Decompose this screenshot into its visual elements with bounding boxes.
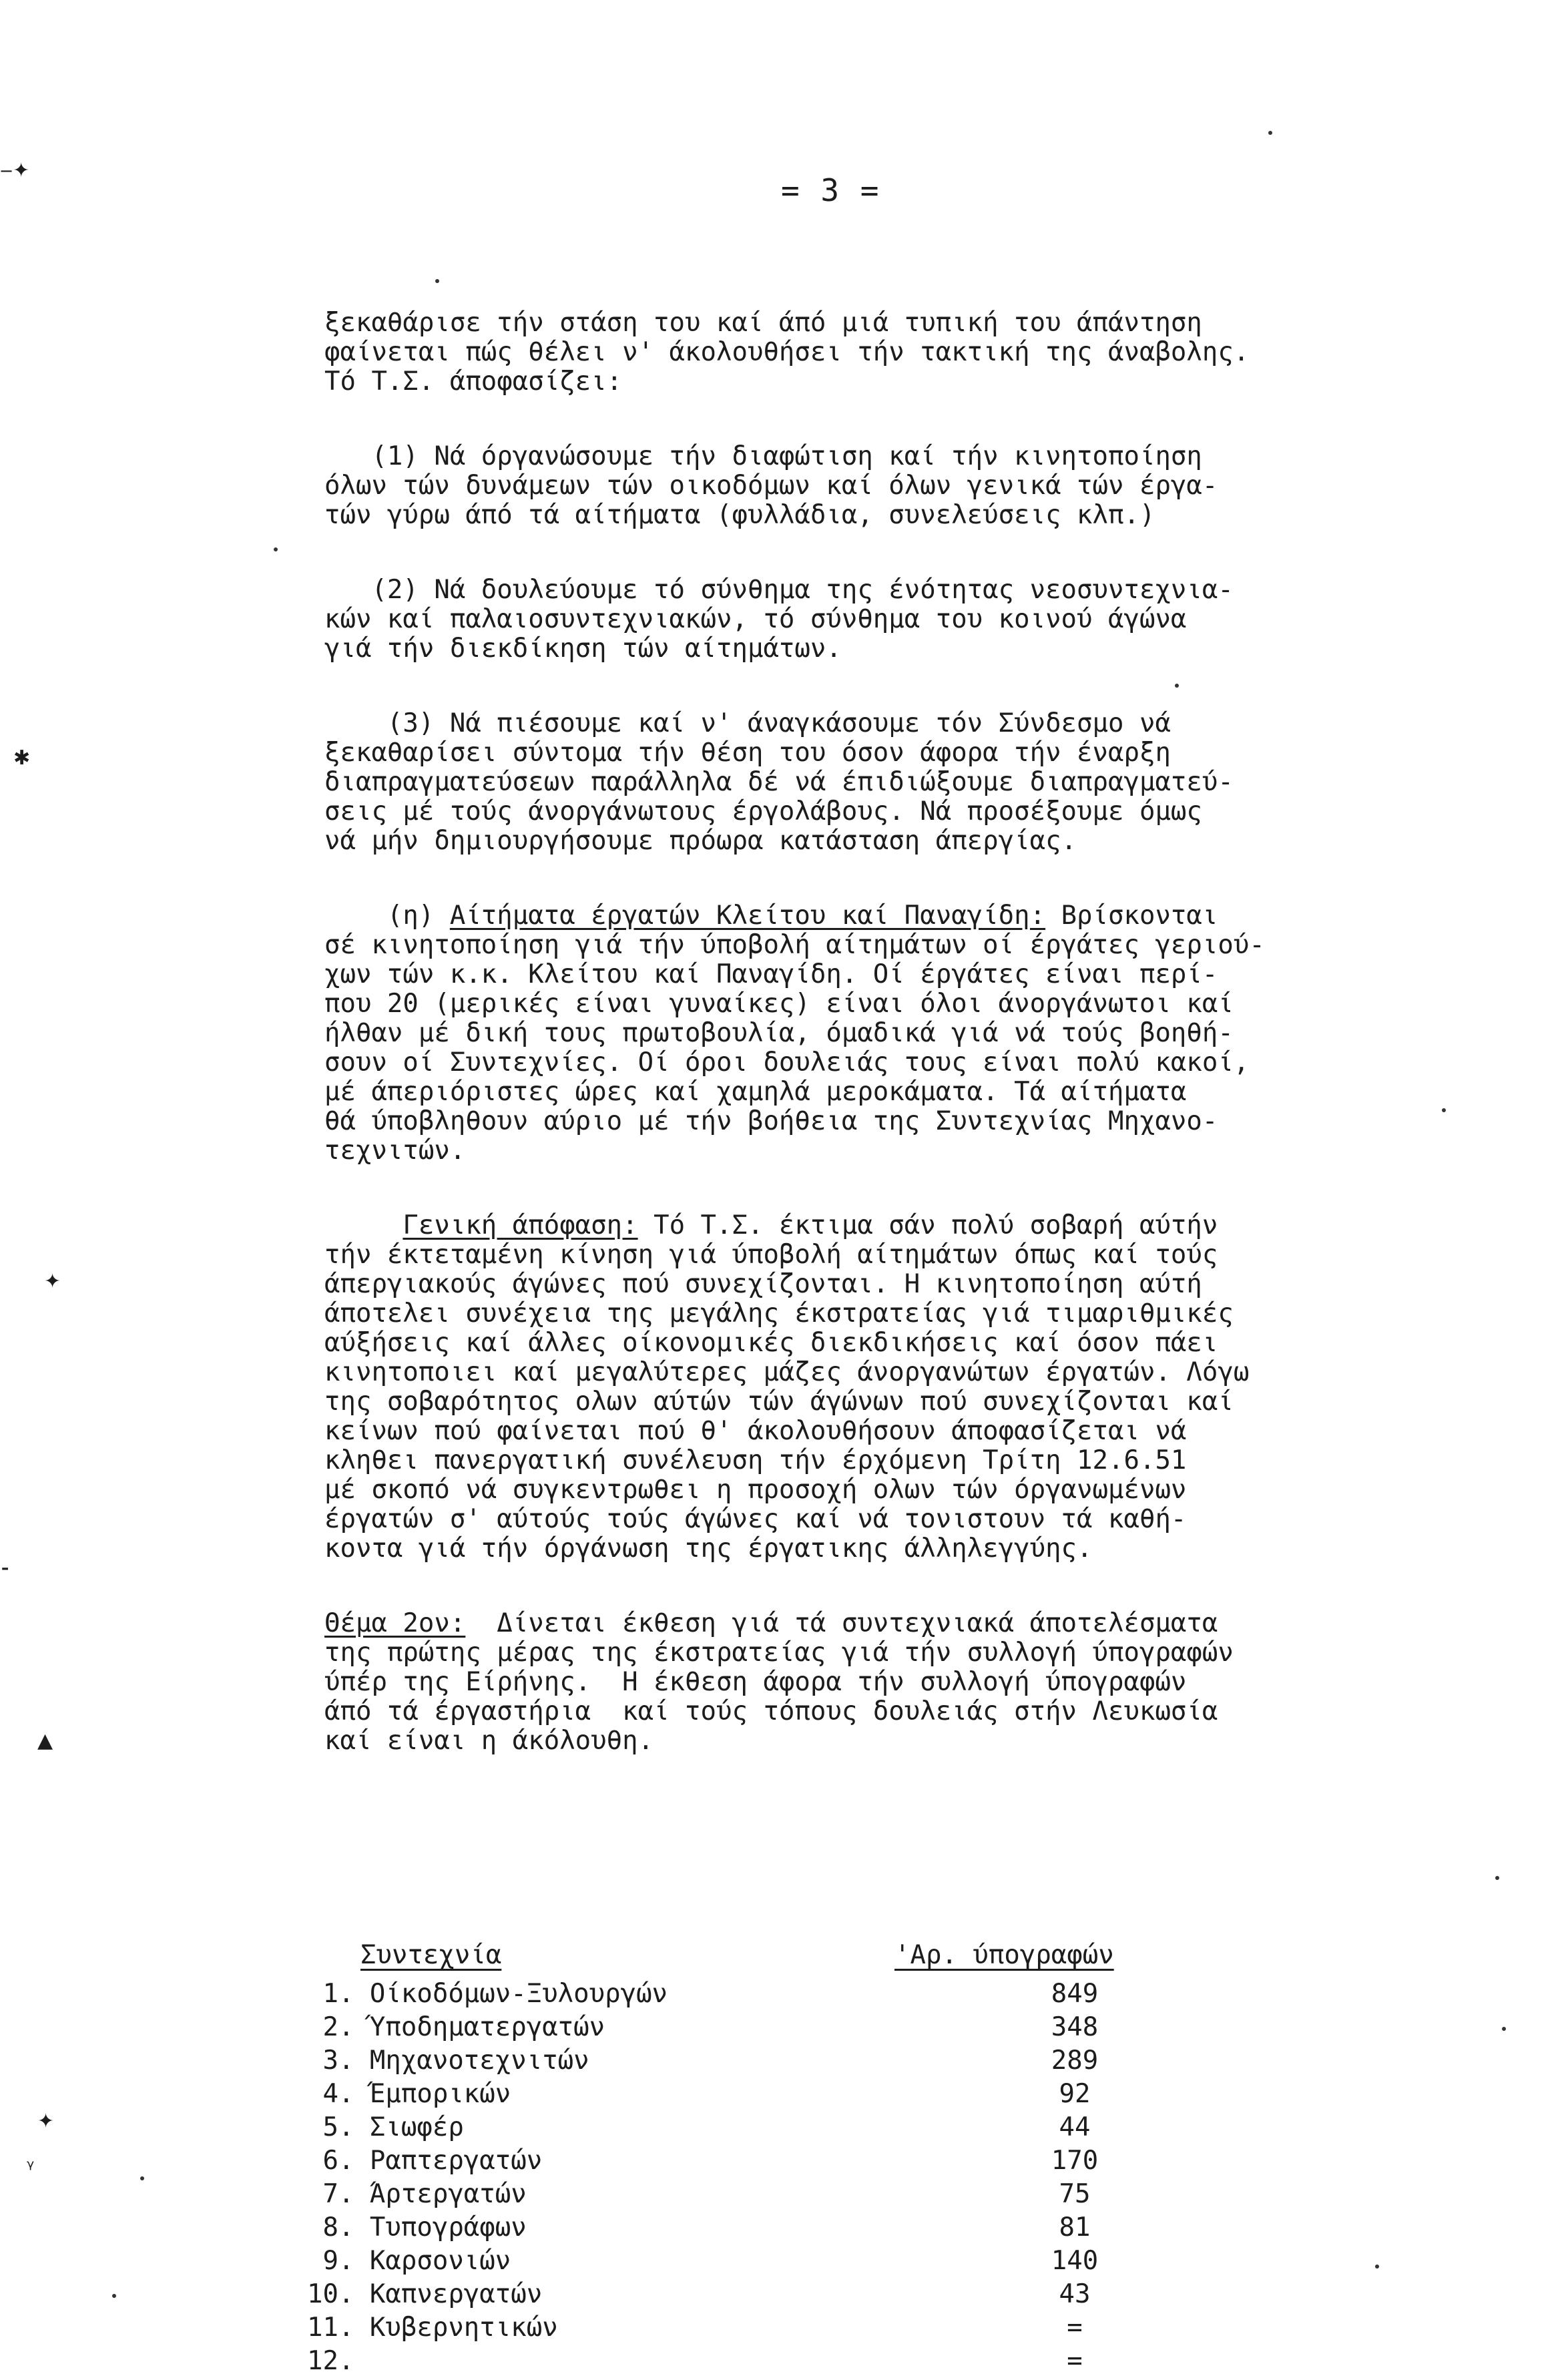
union-name: 11. Κυβερνητικών <box>307 2313 558 2343</box>
signature-count: 44 <box>1059 2112 1091 2142</box>
table-row <box>307 2079 1242 2108</box>
section-first-line: Γενική άπόφαση: Τό Τ.Σ. έκτιμα σάν πολύ σοβαρή αύτήν <box>403 1210 1218 1240</box>
section-first-line: (η) Αίτήματα έργατών Κλείτου καί Παναγίδη: Βρίσκονται <box>324 901 1218 931</box>
section-line: κείνων πού φαίνεται πού θ' άκολουθήσουν άποφασίζεται νά <box>324 1416 1187 1446</box>
intro-paragraph <box>324 308 1559 397</box>
union-name: 7. Άρτεργατών <box>307 2179 527 2209</box>
margin-mark: ᵞ <box>27 2156 35 2180</box>
speck <box>1442 1108 1446 1112</box>
margin-mark: ✱ <box>13 746 31 770</box>
item-line: όλων τών δυνάμεων τών οικοδόμων καί όλων γενικά τών έργα- <box>324 471 1218 501</box>
general-decision-section <box>324 1211 1559 1564</box>
section-line: μέ σκοπό νά συγκεντρωθει η προσοχή ολων τών όργανωμένων <box>324 1475 1187 1505</box>
item-line: τών γύρω άπό τά αίτήματα (φυλλάδια, συνελεύσεις κλπ.) <box>324 500 1155 530</box>
union-name: 9. Καρσονιών <box>307 2246 511 2276</box>
speck <box>1175 684 1179 688</box>
section-line: καί είναι η άκόλουθη. <box>324 1726 654 1756</box>
signature-count: = <box>1067 2346 1083 2376</box>
section-line: θά ύποβληθουν αύριο μέ τήν βοήθεια της Συντεχνίας Μηχανο- <box>324 1106 1218 1136</box>
table-row <box>307 2012 1242 2042</box>
column-header-signatures: 'Αρ. ύπογραφών <box>894 1940 1114 1970</box>
section-line: που 20 (μερικές είναι γυναίκες) είναι όλοι άνοργάνωτοι καί <box>324 989 1234 1019</box>
section-line: κινητοποιει καί μεγαλύτερες μάζες άνοργανώτων έργατών. Λόγω <box>324 1357 1250 1387</box>
margin-mark: ✦ <box>44 1270 61 1293</box>
signature-count: 92 <box>1059 2079 1091 2109</box>
signature-count: 348 <box>1051 2012 1099 2042</box>
speck <box>1502 2027 1506 2031</box>
section-line: κληθει πανεργατική συνέλευση τήν έρχόμενη Τρίτη 12.6.51 <box>324 1445 1187 1475</box>
decision-item-2 <box>324 575 1559 664</box>
section-first-line: Θέμα 2ον: Δίνεται έκθεση γιά τά συντεχνιακά άποτελέσματα <box>324 1608 1218 1638</box>
table-row <box>307 2046 1242 2075</box>
table-row <box>307 2313 1242 2342</box>
section-line: κοντα γιά τήν όργάνωση της έργατικης άλληλεγγύης. <box>324 1533 1093 1564</box>
workers-demands-section <box>324 901 1559 1166</box>
signature-count: = <box>1067 2313 1083 2343</box>
intro-line: Τό Τ.Σ. άποφασίζει: <box>324 367 623 397</box>
section-line: τήν έκτεταμένη κίνηση γιά ύποβολή αίτημάτων όπως καί τούς <box>324 1240 1218 1270</box>
signature-count: 140 <box>1051 2246 1099 2276</box>
union-name: 2. Ύποδηματεργατών <box>307 2012 605 2042</box>
section-line: σουν οί Συντεχνίες. Οί όροι δουλειάς τους είναι πολύ κακοί, <box>324 1047 1250 1078</box>
section-line: ύπέρ της Είρήνης. Η έκθεση άφορα τήν συλλογή ύπογραφών <box>324 1667 1187 1697</box>
union-name: 5. Σιωφέρ <box>307 2112 464 2142</box>
signature-count: 81 <box>1059 2212 1091 2242</box>
table-row <box>307 2146 1242 2175</box>
decision-item-1 <box>324 442 1559 530</box>
column-header-union: Συντεχνία <box>360 1940 502 1970</box>
table-row <box>307 2112 1242 2142</box>
item-line: ξεκαθαρίσει σύντομα τήν θέση του όσον άφορα τήν έναρξη <box>324 738 1171 768</box>
union-name: 1. Οίκοδόμων-Ξυλουργών <box>307 1979 668 2009</box>
section-line: της πρώτης μέρας της έκστρατείας γιά τήν συλλογή ύπογραφών <box>324 1638 1234 1668</box>
table-row <box>307 2212 1242 2242</box>
speck <box>274 547 278 551</box>
speck <box>435 279 439 283</box>
table-row <box>307 1979 1242 2008</box>
item-line: κών καί παλαιοσυντεχνιακών, τό σύνθημα του κοινού άγώνα <box>324 604 1187 634</box>
signature-count: 849 <box>1051 1979 1099 2009</box>
section-line: σέ κινητοποίηση γιά τήν ύποβολή αίτημάτων οί έργάτες γεριού- <box>324 930 1265 960</box>
item-line: νά μήν δημιουργήσουμε πρόωρα κατάσταση άπεργίας. <box>324 826 1077 856</box>
union-name: 10. Καπνεργατών <box>307 2279 543 2309</box>
section-heading: Θέμα 2ον: <box>324 1608 466 1638</box>
signature-count: 170 <box>1051 2146 1099 2176</box>
section-line: χων τών κ.κ. Κλείτου καί Παναγίδη. Οί έργάτες είναι περί- <box>324 959 1218 989</box>
speck <box>1268 131 1272 135</box>
union-name: 6. Ραπτεργατών <box>307 2146 543 2176</box>
table-row <box>307 2279 1242 2309</box>
item-line: (1) Νά όργανώσουμε τήν διαφώτιση καί τήν κινητοποίηση <box>324 441 1202 471</box>
intro-line: φαίνεται πώς θέλει ν' άκολουθήσει τήν τακτική της άναβολης. <box>324 337 1250 367</box>
union-name: 4. Έμπορικών <box>307 2079 511 2109</box>
section-line: άποτελει συνέχεια της μεγάλης έκστρατείας γιά τιμαριθμικές <box>324 1298 1234 1329</box>
union-name: 8. Τυπογράφων <box>307 2212 527 2242</box>
speck <box>140 2176 144 2180</box>
document-body <box>324 308 1559 1756</box>
topic-2-section <box>324 1609 1559 1756</box>
item-line: γιά τήν διεκδίκηση τών αίτημάτων. <box>324 634 842 664</box>
item-line: (3) Νά πιέσουμε καί ν' άναγκάσουμε τόν Σύνδεσμο νά <box>324 708 1171 738</box>
margin-mark: ‒✦ <box>0 159 30 182</box>
section-line: έργατών σ' αύτούς τούς άγώνες καί νά τονιστουν τά καθή- <box>324 1504 1187 1534</box>
section-line: αύξήσεις καί άλλες οίκονομικές διεκδικήσεις καί όσον πάει <box>324 1328 1218 1358</box>
section-heading: Γενική άπόφαση: <box>403 1210 638 1240</box>
section-line: μέ άπεριόριστες ώρες καί χαμηλά μεροκάματα. Τά αίτήματα <box>324 1077 1187 1107</box>
item-line: (2) Νά δουλεύουμε τό σύνθημα της ένότητας νεοσυντεχνια- <box>324 575 1234 605</box>
union-name: 3. Μηχανοτεχνιτών <box>307 2046 589 2076</box>
item-line: σεις μέ τούς άνοργάνωτους έργολάβους. Νά προσέξουμε όμως <box>324 796 1202 826</box>
speck <box>112 2294 116 2298</box>
section-line: άπό τά έργαστήρια καί τούς τόπους δουλειάς στήν Λευκωσία <box>324 1696 1218 1726</box>
section-line: τεχνιτών. <box>324 1136 466 1166</box>
union-name: 12. <box>307 2346 370 2376</box>
signature-count: 43 <box>1059 2279 1091 2309</box>
item-line: διαπραγματεύσεων παράλληλα δέ νά έπιδιώξουμε διαπραγματεύ- <box>324 767 1234 797</box>
section-line: άπεργιακούς άγώνες πού συνεχίζονται. Η κινητοποίηση αύτή <box>324 1269 1202 1299</box>
table-row <box>307 2246 1242 2275</box>
speck <box>1375 2265 1379 2269</box>
table-row <box>307 2346 1242 2375</box>
intro-line: ξεκαθάρισε τήν στάση του καί άπό μιά τυπική του άπάντηση <box>324 308 1202 338</box>
speck <box>1495 1876 1499 1880</box>
section-line: της σοβαρότητος ολων αύτών τών άγώνων πού συνεχίζονται καί <box>324 1387 1234 1417</box>
margin-mark: ✦ <box>37 2110 55 2133</box>
table-row <box>307 2179 1242 2208</box>
margin-mark: ▲ <box>37 1729 53 1752</box>
section-line: ήλθαν μέ δική τους πρωτοβουλία, όμαδικά γιά νά τούς βοηθή- <box>324 1018 1234 1048</box>
signature-count: 289 <box>1051 2046 1099 2076</box>
signature-count: 75 <box>1059 2179 1091 2209</box>
section-heading: Αίτήματα έργατών Κλείτου καί Παναγίδη: <box>449 901 1046 931</box>
page-number: = 3 = <box>781 172 880 208</box>
decision-item-3 <box>324 709 1559 856</box>
margin-mark: ⁃ <box>0 1558 10 1582</box>
